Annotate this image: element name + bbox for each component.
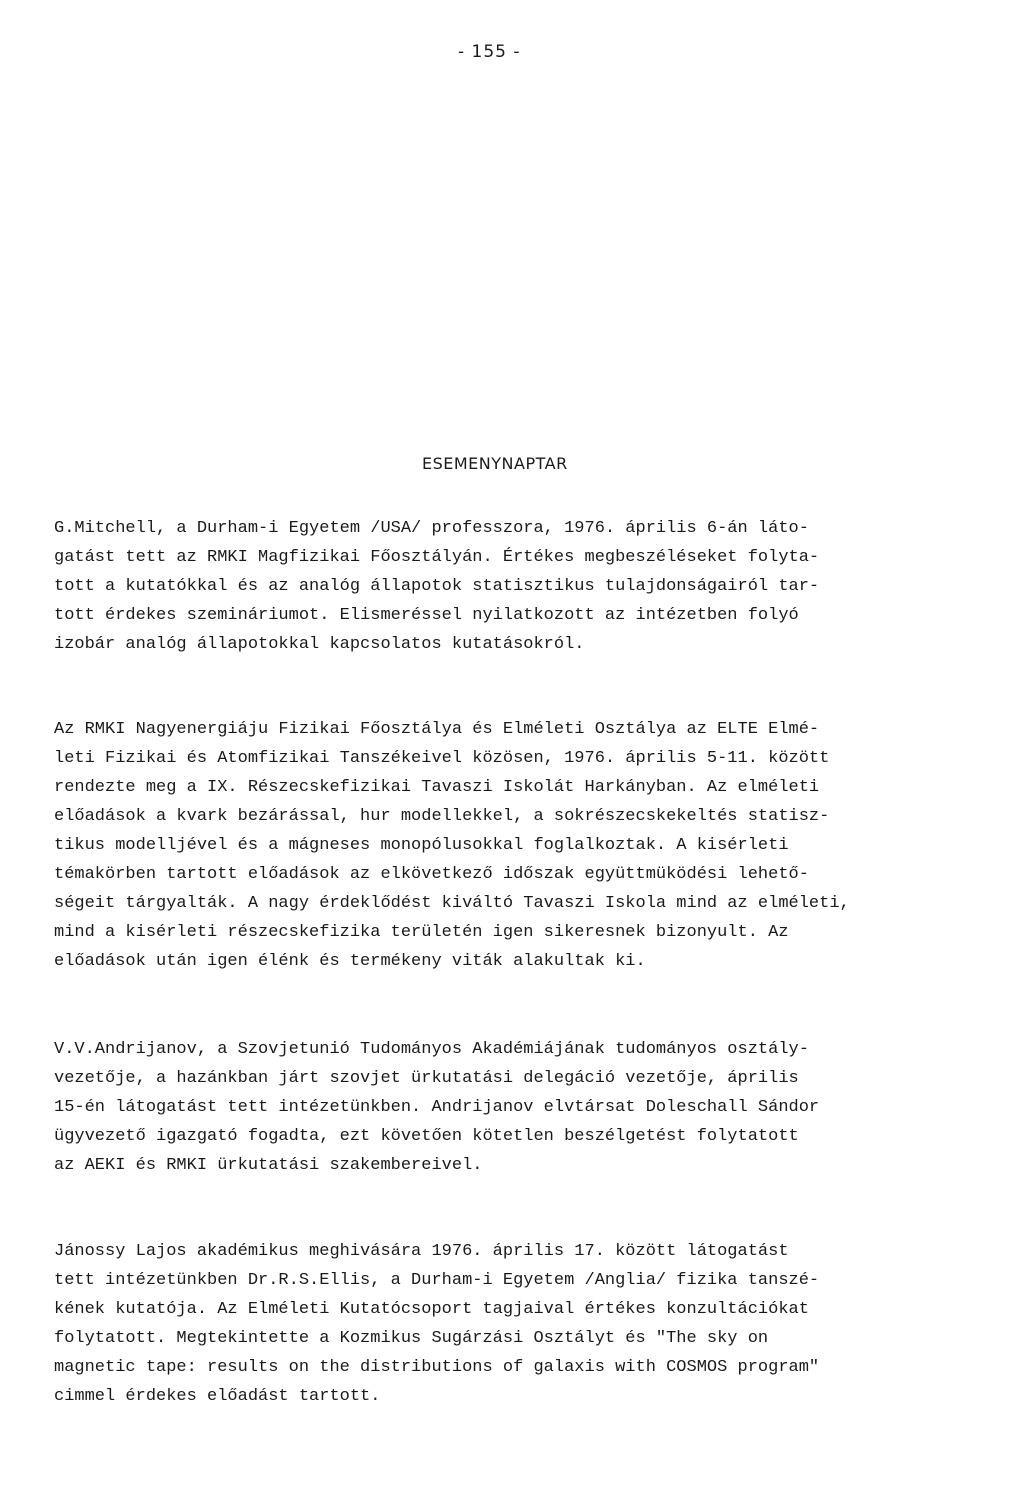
text-line: rendezte meg a IX. Részecskefizikai Tavaszi Iskolát Harkányban. Az elméleti	[54, 778, 820, 797]
text-line: Az RMKI Nagyenergiáju Fizikai Főosztálya és Elméleti Osztálya az ELTE Elmé-	[54, 720, 820, 739]
text-line: cimmel érdekes előadást tartott.	[54, 1387, 381, 1406]
text-line: tott érdekes szemináriumot. Elismeréssel nyilatkozott az intézetben folyó	[54, 606, 799, 625]
paragraph-mitchell-visit	[54, 514, 819, 659]
text-line: tott a kutatókkal és az analóg állapotok statisztikus tulajdonságairól tar-	[54, 577, 820, 596]
text-line: mind a kisérleti részecskefizika területén igen sikeresnek bizonyult. Az	[54, 923, 789, 942]
text-line: témakörben tartott előadások az elkövetkező időszak együttmüködési lehető-	[54, 865, 809, 884]
text-line: kének kutatója. Az Elméleti Kutatócsoport tagjaival értékes konzultációkat	[54, 1300, 809, 1319]
text-line: G.Mitchell, a Durham-i Egyetem /USA/ professzora, 1976. április 6-án láto-	[54, 519, 809, 538]
paragraph-ellis-visit	[54, 1237, 819, 1411]
text-line: 15-én látogatást tett intézetünkben. Andrijanov elvtársat Doleschall Sándor	[54, 1098, 820, 1117]
text-line: gatást tett az RMKI Magfizikai Főosztályán. Értékes megbeszéléseket folyta-	[54, 548, 820, 567]
text-line: ügyvezető igazgató fogadta, ezt követően kötetlen beszélgetést folytatott	[54, 1127, 799, 1146]
text-line: izobár analóg állapotokkal kapcsolatos kutatásokról.	[54, 635, 585, 654]
text-line: tett intézetünkben Dr.R.S.Ellis, a Durham-i Egyetem /Anglia/ fizika tanszé-	[54, 1271, 820, 1290]
page-number: - 155 -	[458, 42, 521, 62]
page-heading: ESEMENYNAPTAR	[422, 454, 568, 473]
text-line: V.V.Andrijanov, a Szovjetunió Tudományos Akadémiájának tudományos osztály-	[54, 1040, 809, 1059]
paragraph-andrijanov-visit	[54, 1035, 819, 1180]
text-line: ségeit tárgyalták. A nagy érdeklődést kiváltó Tavaszi Iskola mind az elméleti,	[54, 894, 850, 913]
text-line: tikus modelljével és a mágneses monopólusokkal foglalkoztak. A kisérleti	[54, 836, 789, 855]
text-line: előadások a kvark bezárással, hur modellekkel, a sokrészecskekeltés statisz-	[54, 807, 830, 826]
text-line: az AEKI és RMKI ürkutatási szakembereivel.	[54, 1156, 483, 1175]
text-line: magnetic tape: results on the distributions of galaxis with COSMOS program"	[54, 1358, 820, 1377]
text-line: folytatott. Megtekintette a Kozmikus Sugárzási Osztályt és "The sky on	[54, 1329, 769, 1348]
paragraph-spring-school	[54, 715, 850, 976]
text-line: vezetője, a hazánkban járt szovjet ürkutatási delegáció vezetője, április	[54, 1069, 799, 1088]
text-line: Jánossy Lajos akadémikus meghivására 1976. április 17. között látogatást	[54, 1242, 789, 1261]
text-line: leti Fizikai és Atomfizikai Tanszékeivel közösen, 1976. április 5-11. között	[54, 749, 830, 768]
text-line: előadások után igen élénk és termékeny viták alakultak ki.	[54, 952, 646, 971]
